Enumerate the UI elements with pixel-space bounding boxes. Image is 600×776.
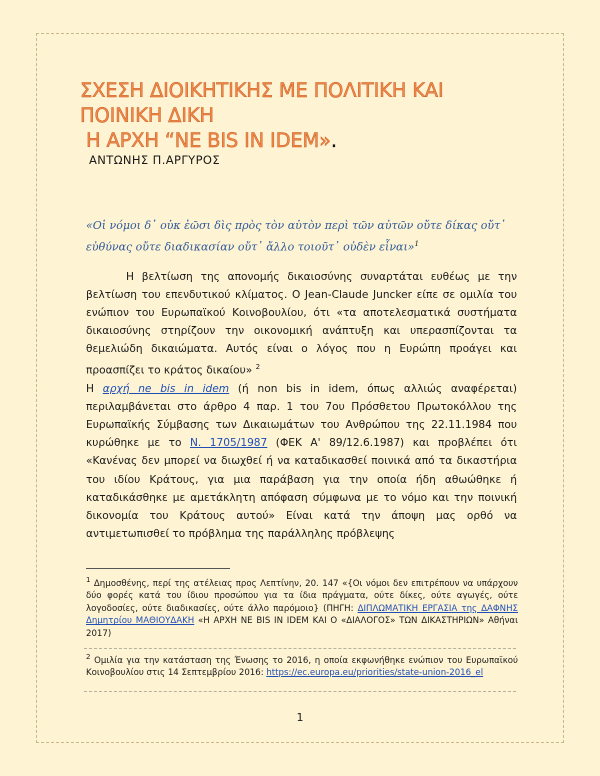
- footnote-ref-2[interactable]: 2: [255, 363, 261, 372]
- law-1705-link[interactable]: Ν. 1705/1987: [190, 437, 268, 450]
- footnote-1: [86, 574, 518, 640]
- thesis-link[interactable]: ΔΙΠΛΩΜΑΤΙΚΗ ΕΡΓΑΣΙΑ της ΔΑΦΝΗΣ Δημητρίου ΜΑΘΙΟΥΔΑΚΗ: [86, 603, 518, 627]
- europa-url-link[interactable]: https://ec.europa.eu/priorities/state-union-2016_el: [266, 667, 484, 678]
- footnote-ref-1[interactable]: 1: [414, 240, 419, 248]
- paragraph-2-start: Η: [86, 383, 103, 396]
- paragraph-2-end: (ΦΕΚ Α' 89/12.6.1987) και προβλέπει ότι «Κανένας δεν μπορεί να διωχθεί ή να καταδικασθεί ποινικά από τα δικαστήρια του ιδίου Κράτους, για μια παράβαση για την οποία ήδη αθωώθηκε ή καταδικάσθηκε με αμετάκλητη απόφαση σύμφωνα με το νόμο και την ποινική δικονομία του Κράτους αυτού» Είναι κατά την άποψη μας ορθό να αντιμετωπισθεί το πρόβλημα της παράλληλης πρόβλεψης: [86, 437, 518, 540]
- author-name: ΑΝΤΩΝΗΣ Π.ΑΡΓΥΡΟΣ: [89, 153, 221, 167]
- document-title: [80, 78, 550, 153]
- body-text: [86, 268, 517, 543]
- footnote-1-end: «Η ΑΡΧΗ NE BIS IN IDEM ΚΑΙ Ο «ΔΙΑΛΟΓΟΣ» ΤΩΝ ΔΙΚΑΣΤΗΡΙΩΝ» Αθήναι 2017): [86, 616, 518, 639]
- footnote-2-number: 2: [86, 653, 91, 661]
- paragraph-1: [86, 268, 517, 380]
- footnote-2: [86, 651, 518, 679]
- title-line-3-text: Η ΑΡΧΗ “NE BIS IN IDEM»: [80, 129, 331, 152]
- title-line-3: [80, 128, 550, 153]
- footnote-2-text: Ομιλία για την κατάσταση της Ένωσης το 2016, η οποία εκφωνήθηκε ενώπιον του Ευρωπαϊκού Κοινοβουλίου στις 14 Σεπτεμβρίου 2016:: [86, 655, 518, 678]
- ne-bis-in-idem-link[interactable]: αρχή ne bis in idem: [102, 383, 230, 396]
- page-number: 1: [296, 711, 304, 724]
- title-line-2: ΠΟΙΝΙΚΗ ΔΙΚΗ: [80, 104, 214, 127]
- paragraph-2-middle: (ή non bis in idem, όπως αλλιώς αναφέρεται) περιλαμβάνεται στο άρθρο 4 παρ. 1 του 7ου Πρόσθετου Πρωτοκόλλου της Ευρωπαϊκής Σύμβασης των Δικαιωμάτων του Ανθρώπου της 22.11.1984 που κυρώθηκε με το: [86, 383, 518, 450]
- footnote-1-number: 1: [86, 576, 91, 584]
- footnote-separator: [86, 568, 230, 569]
- epigraph-quote: [86, 217, 518, 257]
- paragraph-1-text: Η βελτίωση της απονομής δικαιοσύνης συναρτάται ευθέως με την βελτίωση του επενδυτικού κλίματος. Ο Jean-Claude Juncker είπε σε ομιλία του ενώπιον του Ευρωπαϊκού Κοινοβουλίου, ότι «τα αποτελεσματικά συστήματα δικαιοσύνης στηρίζουν την οικονομική ανάπτυξη και υπερασπίζονται τα θεμελιώδη δικαιώματα. Αυτός είναι ο λόγος που η Ευρώπη προάγει και προασπίζει το κράτος δικαίου»: [86, 271, 517, 377]
- title-period: .: [330, 129, 337, 152]
- quote-text: «Οἱ νόμοι δ᾽ οὐκ ἐῶσι δὶς πρὸς τὸν αὐτὸν περὶ τῶν αὐτῶν οὔτε δίκας οὔτ᾽ εὐθύνας οὔτε διαδικασίαν οὔτ᾽ ἄλλο τοιοῦτ᾽ οὐδὲν εἶναι»: [86, 219, 506, 254]
- title-line-1: ΣΧΕΣΗ ΔΙΟΙΚΗΤΙΚΗΣ ΜΕ ΠΟΛΙΤΙΚΗ ΚΑΙ: [80, 79, 444, 102]
- footnote-1-text: Δημοσθένης, περί της ατέλειας προς Λεπτίνην, 20. 147 «{Οι νόμοι δεν επιτρέπουν να υπάρχουν δύο φορές κατά του ίδιου προσώπου για τα ίδια πράγματα, ούτε δίκες, ούτε αγωγές, ούτε λογοδοσίες, ούτε διαδικασίες, ούτε άλλο παρόμοιο} (ΠΗΓΗ:: [86, 578, 518, 614]
- paragraph-2: [86, 380, 517, 543]
